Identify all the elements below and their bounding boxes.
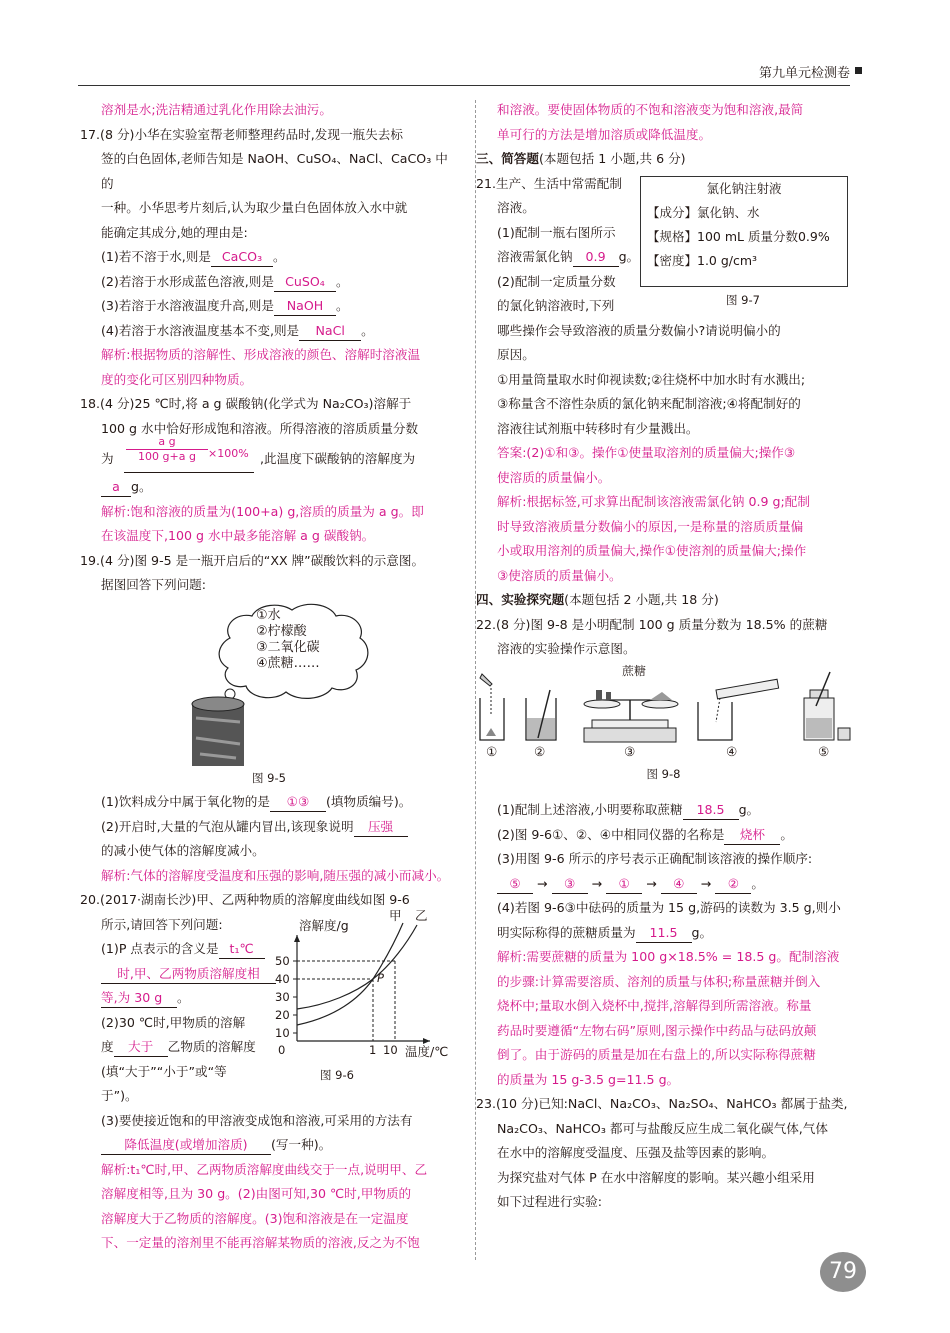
q18-answer-line bbox=[80, 475, 458, 500]
step-4-label: ④ bbox=[726, 743, 738, 759]
graph-curve-jia: 甲 bbox=[389, 907, 402, 923]
q22-explanation-4: 药品时要遵循“左物右码”原则,图示操作中药品与砝码放颠 bbox=[497, 1022, 817, 1038]
q22-item-2 bbox=[476, 823, 851, 848]
q20-answer-1a: t₁℃ bbox=[219, 940, 265, 959]
q22-item-4b-text: 明实际称得的蔗糖质量为 bbox=[497, 924, 636, 940]
q17-answer-4: NaCl bbox=[299, 322, 361, 341]
arrow-icon: → bbox=[646, 875, 657, 891]
q17-item-4 bbox=[80, 319, 458, 344]
q16-explanation-tail: 溶剂是水;洗洁精通过乳化作用除去油污。 bbox=[101, 102, 332, 117]
q21-stem-11: 溶液往试剂瓶中转移时有少量溅出。 bbox=[497, 420, 699, 436]
q23-stem-5: 如下过程进行实验: bbox=[497, 1194, 602, 1209]
q21-explanation-2: 时导致溶液质量分数偏小的原因,一是称量的溶质质量偏 bbox=[497, 518, 804, 534]
q21-stem-7: 哪些操作会导致溶液的质量分数偏小?请说明偏小的 bbox=[497, 322, 781, 338]
graph-origin: 0 bbox=[278, 1042, 286, 1057]
graph-xtick-10: 10 bbox=[383, 1042, 398, 1057]
q17-item-4-text: (4)若溶于水溶液温度基本不变,则是 bbox=[101, 322, 300, 338]
q22-explanation-1: 解析:需要蔗糖的质量为 100 g×18.5% = 18.5 g。配制溶液 bbox=[497, 949, 840, 964]
q22-sequence bbox=[476, 872, 851, 897]
q19-item-1 bbox=[80, 790, 458, 815]
q23-stem-2: Na₂CO₃、NaHCO₃ 都可与盐酸反应生成二氧化碳气体,气体 bbox=[497, 1120, 828, 1136]
q21-stem-1: 21.生产、生活中常需配制 bbox=[476, 175, 622, 191]
q22-seq-end: 。 bbox=[751, 875, 764, 891]
q20-answer-1c: 等,为 30 g bbox=[101, 989, 177, 1008]
q21-answer-text-2: 使溶质的质量偏小。 bbox=[497, 469, 611, 485]
q18-stem-3: ,此温度下碳酸钠的溶解度为 bbox=[260, 451, 416, 466]
arrow-icon: → bbox=[700, 875, 712, 891]
q20-explanation-4: 下、一定量的溶剂里不能再溶解某物质的溶液,反之为不饱 bbox=[101, 1235, 420, 1250]
figure-9-8-sucrose-label: 蔗糖 bbox=[622, 663, 647, 678]
step-5-label: ⑤ bbox=[818, 743, 830, 759]
spacer bbox=[476, 786, 851, 798]
q22-seq-4: ④ bbox=[661, 875, 697, 894]
left-column bbox=[80, 98, 458, 1256]
q22-item-2-end: 。 bbox=[780, 826, 794, 842]
section-4-heading bbox=[476, 588, 851, 613]
q18-explanation-2: 在该温度下,100 g 水中最多能溶解 a g 碳酸钠。 bbox=[101, 528, 375, 543]
q22-stem-2: 溶液的实验操作示意图。 bbox=[497, 641, 636, 656]
cloud-item-water: ①水 bbox=[256, 607, 281, 623]
q22-item-4b bbox=[476, 921, 851, 946]
cloud-item-co2: ③二氧化碳 bbox=[256, 639, 320, 655]
q18-unit: g。 bbox=[131, 479, 152, 494]
q17-item-1-end: 。 bbox=[273, 249, 286, 264]
q21-explanation-3: 小或取用溶剂的质量偏大,操作①使溶剂的质量偏大;操作 bbox=[497, 543, 807, 558]
q21-stem-3: (1)配制一瓶右图所示 bbox=[497, 224, 616, 240]
section-3-heading bbox=[476, 147, 851, 172]
q22-explanation-2: 的步骤:计算需要溶质、溶剂的质量与体积;称量蔗糖并倒入 bbox=[497, 973, 821, 989]
figure-9-6-caption: 图 9-6 bbox=[320, 1067, 354, 1082]
q20-item-1-end: 。 bbox=[177, 990, 190, 1005]
header-rule bbox=[78, 85, 850, 86]
q21-stem-8: 原因。 bbox=[497, 347, 535, 362]
q22-item-1-text: (1)配制上述溶液,小明要称取蔗糖 bbox=[497, 802, 683, 817]
section-4-title: 四、实验探究题 bbox=[476, 592, 565, 607]
q19-stem-2: 据图回答下列问题: bbox=[101, 577, 206, 592]
q23-stem-1: 23.(10 分)已知:NaCl、Na₂CO₃、Na₂SO₄、NaHCO₃ 都属于盐类, bbox=[476, 1096, 848, 1111]
q22-item-4-end: g。 bbox=[691, 924, 713, 940]
q18-stem-2: 100 g 水中恰好形成饱和溶液。所得溶液的溶质质量分数 bbox=[101, 420, 419, 436]
q18-denominator: 100 g+a g bbox=[138, 450, 196, 463]
cloud-item-sucrose: ④蔗糖…… bbox=[256, 655, 320, 671]
q21-stem-4-text: 溶液需氯化钠 bbox=[497, 249, 573, 264]
graph-ytick-50: 50 bbox=[275, 953, 290, 968]
q21-answer-1: 0.9 bbox=[573, 248, 619, 267]
q18-numerator: a g bbox=[126, 435, 208, 450]
q18-fraction-line bbox=[80, 435, 458, 475]
q21-explanation-4: ③使溶质的质量偏小。 bbox=[497, 567, 622, 583]
q22-answer-1: 18.5 bbox=[683, 801, 739, 820]
q18-percent: ×100% bbox=[208, 447, 249, 460]
q20-item-1-text: (1)P 点表示的含义是 bbox=[101, 941, 219, 956]
header-square-icon bbox=[855, 67, 862, 74]
q19-item-2 bbox=[80, 815, 458, 840]
q17-item-1 bbox=[80, 245, 458, 270]
figure-9-5-caption: 图 9-5 bbox=[252, 770, 286, 785]
q18-answer-fraction bbox=[124, 435, 254, 473]
q17-stem-2: 签的白色固体,老师告知是 NaOH、CuSO₄、NaCl、CaCO₃ 中的 bbox=[101, 151, 448, 191]
q20-answer-2: 大于 bbox=[114, 1038, 168, 1057]
saline-label-title: 氯化钠注射液 bbox=[706, 181, 782, 196]
saline-label-composition: 【成分】氯化钠、水 bbox=[647, 205, 760, 220]
q18-wei: 为 bbox=[101, 451, 114, 466]
graph-xtick-1: 1 bbox=[369, 1042, 377, 1057]
q17-answer-1: CaCO₃ bbox=[211, 248, 273, 267]
arrow-icon: → bbox=[591, 875, 603, 891]
q19-stem-1: 19.(4 分)图 9-5 是一瓶开启后的“XX 牌”碳酸饮料的示意图。 bbox=[80, 552, 425, 568]
figure-9-8-caption: 图 9-8 bbox=[646, 766, 681, 781]
q20-item-2c: 乙物质的溶解度 bbox=[167, 1039, 256, 1054]
q21-stem-5: (2)配制一定质量分数 bbox=[497, 273, 616, 289]
q22-seq-3: ① bbox=[606, 875, 642, 894]
q20-block bbox=[80, 907, 458, 1109]
q20-text bbox=[101, 913, 281, 1109]
q17-item-1-text: (1)若不溶于水,则是 bbox=[101, 249, 211, 264]
q22-item-1 bbox=[476, 798, 851, 823]
q22-seq-1: ⑤ bbox=[497, 875, 533, 894]
q17-answer-3: NaOH bbox=[274, 297, 336, 316]
q20-item-2e: 于”)。 bbox=[101, 1088, 138, 1103]
section-3-note: (本题包括 1 小题,共 6 分) bbox=[538, 151, 686, 166]
q21-answer-text-1: 答案:(2)①和③。操作①使量取溶剂的质量偏大;操作③ bbox=[497, 445, 796, 460]
q19-answer-1: ①③ bbox=[270, 793, 326, 812]
q22-explanation-6: 的质量为 15 g-3.5 g=11.5 g。 bbox=[497, 1071, 680, 1087]
saline-label-box bbox=[640, 176, 848, 287]
q20-stem-2: 所示,请回答下列问题: bbox=[101, 916, 223, 932]
q17-stem-1: 17.(8 分)小华在实验室帮老师整理药品时,发现一瓶失去标 bbox=[80, 126, 403, 142]
q20-item-2b-text: 度 bbox=[101, 1039, 114, 1054]
q19-item-2-text: (2)开启时,大量的气泡从罐内冒出,该现象说明 bbox=[101, 818, 354, 834]
page-number: 79 bbox=[820, 1252, 866, 1292]
q18-answer: a bbox=[101, 478, 131, 497]
q20-item-1b bbox=[101, 962, 281, 987]
figure-9-7-caption: 图 9-7 bbox=[726, 293, 760, 307]
q22-seq-5: ② bbox=[715, 875, 751, 894]
arrow-icon: → bbox=[537, 875, 548, 891]
q20-explanation-1: 解析:t₁℃时,甲、乙两物质溶解度曲线交于一点,说明甲、乙 bbox=[101, 1161, 428, 1177]
q22-item-1-end: g。 bbox=[738, 802, 760, 817]
graph-ytick-10: 10 bbox=[275, 1025, 290, 1040]
q22-item-3: (3)用图 9-6 所示的序号表示正确配制该溶液的操作顺序: bbox=[497, 851, 813, 866]
q20-answer-3: 降低温度(或增加溶质) bbox=[101, 1136, 271, 1155]
q19-item-2b: 的减小使气体的溶解度减小。 bbox=[101, 843, 265, 858]
q22-item-2-text: (2)图 9-6①、②、④中相同仪器的名称是 bbox=[497, 826, 725, 842]
q17-explanation-2: 度的变化可区别四种物质。 bbox=[101, 371, 253, 387]
q20-answer-1b: 时,甲、乙两物质溶解度相 bbox=[101, 965, 276, 984]
q17-item-2-text: (2)若溶于水形成蓝色溶液,则是 bbox=[101, 273, 274, 289]
q18-stem-1: 18.(4 分)25 ℃时,将 a g 碳酸钠(化学式为 Na₂CO₃)溶解于 bbox=[80, 396, 412, 411]
q22-stem-1: 22.(8 分)图 9-8 是小明配制 100 g 质量分数为 18.5% 的蔗糖 bbox=[476, 616, 828, 632]
q21-stem-10: ③称量含不溶性杂质的氯化钠来配制溶液;④将配制好的 bbox=[497, 396, 801, 411]
q20-item-1c bbox=[101, 986, 281, 1011]
saline-label-spec: 【规格】100 mL 质量分数0.9% bbox=[647, 229, 830, 244]
q19-explanation: 解析:气体的溶解度受温度和压强的影响,随压强的减小而减小。 bbox=[101, 867, 450, 883]
step-2-label: ② bbox=[534, 743, 546, 759]
q21-stem-6: 的氯化钠溶液时,下列 bbox=[497, 298, 615, 313]
figure-9-8 bbox=[476, 662, 851, 762]
solubility-curve-graph bbox=[275, 913, 458, 1063]
q17-stem-4: 能确定其成分,她的理由是: bbox=[101, 224, 248, 240]
q22-explanation-5: 倒了。由于游码的质量是加在右盘上的,所以实际称得蔗糖 bbox=[497, 1047, 816, 1062]
q20-item-3-end: (写一种)。 bbox=[271, 1137, 332, 1152]
q23-stem-3: 在水中的溶解度受温度、压强及盐等因素的影响。 bbox=[497, 1145, 775, 1160]
q20-explanation-2: 溶解度相等,且为 30 g。(2)由图可知,30 ℃时,甲物质的 bbox=[101, 1186, 412, 1201]
q17-item-2 bbox=[80, 270, 458, 295]
q20-item-2d: (填“大于”“小于”或“等 bbox=[101, 1063, 227, 1079]
q21-stem-2: 溶液。 bbox=[497, 200, 535, 215]
q17-item-3 bbox=[80, 294, 458, 319]
q19-item-1-end: (填物质编号)。 bbox=[325, 794, 412, 809]
step-3-label: ③ bbox=[624, 743, 636, 759]
lab-procedure-illustration bbox=[476, 662, 851, 762]
cloud-item-citric-acid: ②柠檬酸 bbox=[256, 623, 307, 639]
q20-item-1 bbox=[101, 937, 281, 962]
q19-item-1-text: (1)饮料成分中属于氧化物的是 bbox=[101, 794, 270, 809]
q18-explanation-1: 解析:饱和溶液的质量为(100+a) g,溶质的质量为 a g。即 bbox=[101, 503, 424, 519]
section-3-title: 三、简答题 bbox=[476, 151, 539, 166]
section-4-note: (本题包括 2 小题,共 18 分) bbox=[564, 592, 719, 607]
header-title: 第九单元检测卷 bbox=[758, 66, 850, 81]
graph-ytick-20: 20 bbox=[275, 1007, 290, 1022]
q17-item-2-end: 。 bbox=[335, 273, 349, 289]
q17-explanation-1: 解析:根据物质的溶解性、形成溶液的颜色、溶解时溶液温 bbox=[101, 347, 421, 362]
q19-answer-2: 压强 bbox=[354, 818, 408, 837]
q20-item-3b bbox=[80, 1133, 458, 1158]
graph-ytick-30: 30 bbox=[275, 989, 290, 1004]
figure-9-6 bbox=[275, 907, 458, 1082]
q23-stem-4: 为探究盐对气体 P 在水中溶解度的影响。某兴趣小组采用 bbox=[497, 1169, 815, 1185]
graph-point-p: P bbox=[377, 970, 384, 985]
saline-label-density: 【密度】1.0 g/cm³ bbox=[647, 253, 758, 268]
q22-seq-2: ③ bbox=[552, 875, 588, 894]
q20-explanation-6: 单可行的方法是增加溶质或降低温度。 bbox=[497, 126, 712, 142]
q20-stem-1: 20.(2017·湖南长沙)甲、乙两种物质的溶解度曲线如图 9-6 bbox=[80, 892, 410, 907]
graph-y-label: 溶解度/g bbox=[299, 917, 349, 933]
q17-item-3-end: 。 bbox=[335, 298, 349, 313]
q22-item-4: (4)若图 9-6③中砝码的质量为 15 g,游码的读数为 3.5 g,则小 bbox=[497, 900, 841, 915]
q20-explanation-5: 和溶液。要使固体物质的不饱和溶液变为饱和溶液,最简 bbox=[497, 102, 804, 117]
q22-answer-2: 烧杯 bbox=[724, 826, 780, 845]
q20-item-2a: (2)30 ℃时,甲物质的溶解 bbox=[101, 1014, 246, 1030]
step-1-label: ① bbox=[486, 743, 498, 759]
q21-stem-9: ①用量筒量取水时仰视读数;②往烧杯中加水时有水溅出; bbox=[497, 371, 806, 387]
q22-explanation-3: 烧杯中;量取水倒入烧杯中,搅拌,溶解得到所需溶液。称量 bbox=[497, 998, 812, 1013]
q17-answer-2: CuSO₄ bbox=[274, 273, 336, 292]
q17-item-4-end: 。 bbox=[361, 322, 374, 338]
graph-x-label: 温度/℃ bbox=[405, 1043, 449, 1059]
graph-curve-yi: 乙 bbox=[415, 907, 428, 923]
q20-item-2b bbox=[101, 1035, 281, 1060]
q20-item-3: (3)要使接近饱和的甲溶液变成饱和溶液,可采用的方法有 bbox=[101, 1112, 413, 1128]
q20-explanation-3: 溶解度大于乙物质的溶解度。(3)饱和溶液是在一定温度 bbox=[101, 1210, 409, 1226]
q17-item-3-text: (3)若溶于水溶液温度升高,则是 bbox=[101, 298, 274, 313]
q21-stem-4-end: g。 bbox=[618, 249, 640, 264]
graph-ytick-40: 40 bbox=[275, 971, 290, 986]
q22-answer-4: 11.5 bbox=[636, 924, 692, 943]
figure-9-5 bbox=[80, 598, 458, 766]
q21-explanation-1: 解析:根据标签,可求算出配制该溶液需氯化钠 0.9 g;配制 bbox=[497, 494, 810, 509]
q17-stem-3: 一种。小华思考片刻后,认为取少量白色固体放入水中就 bbox=[101, 200, 408, 215]
